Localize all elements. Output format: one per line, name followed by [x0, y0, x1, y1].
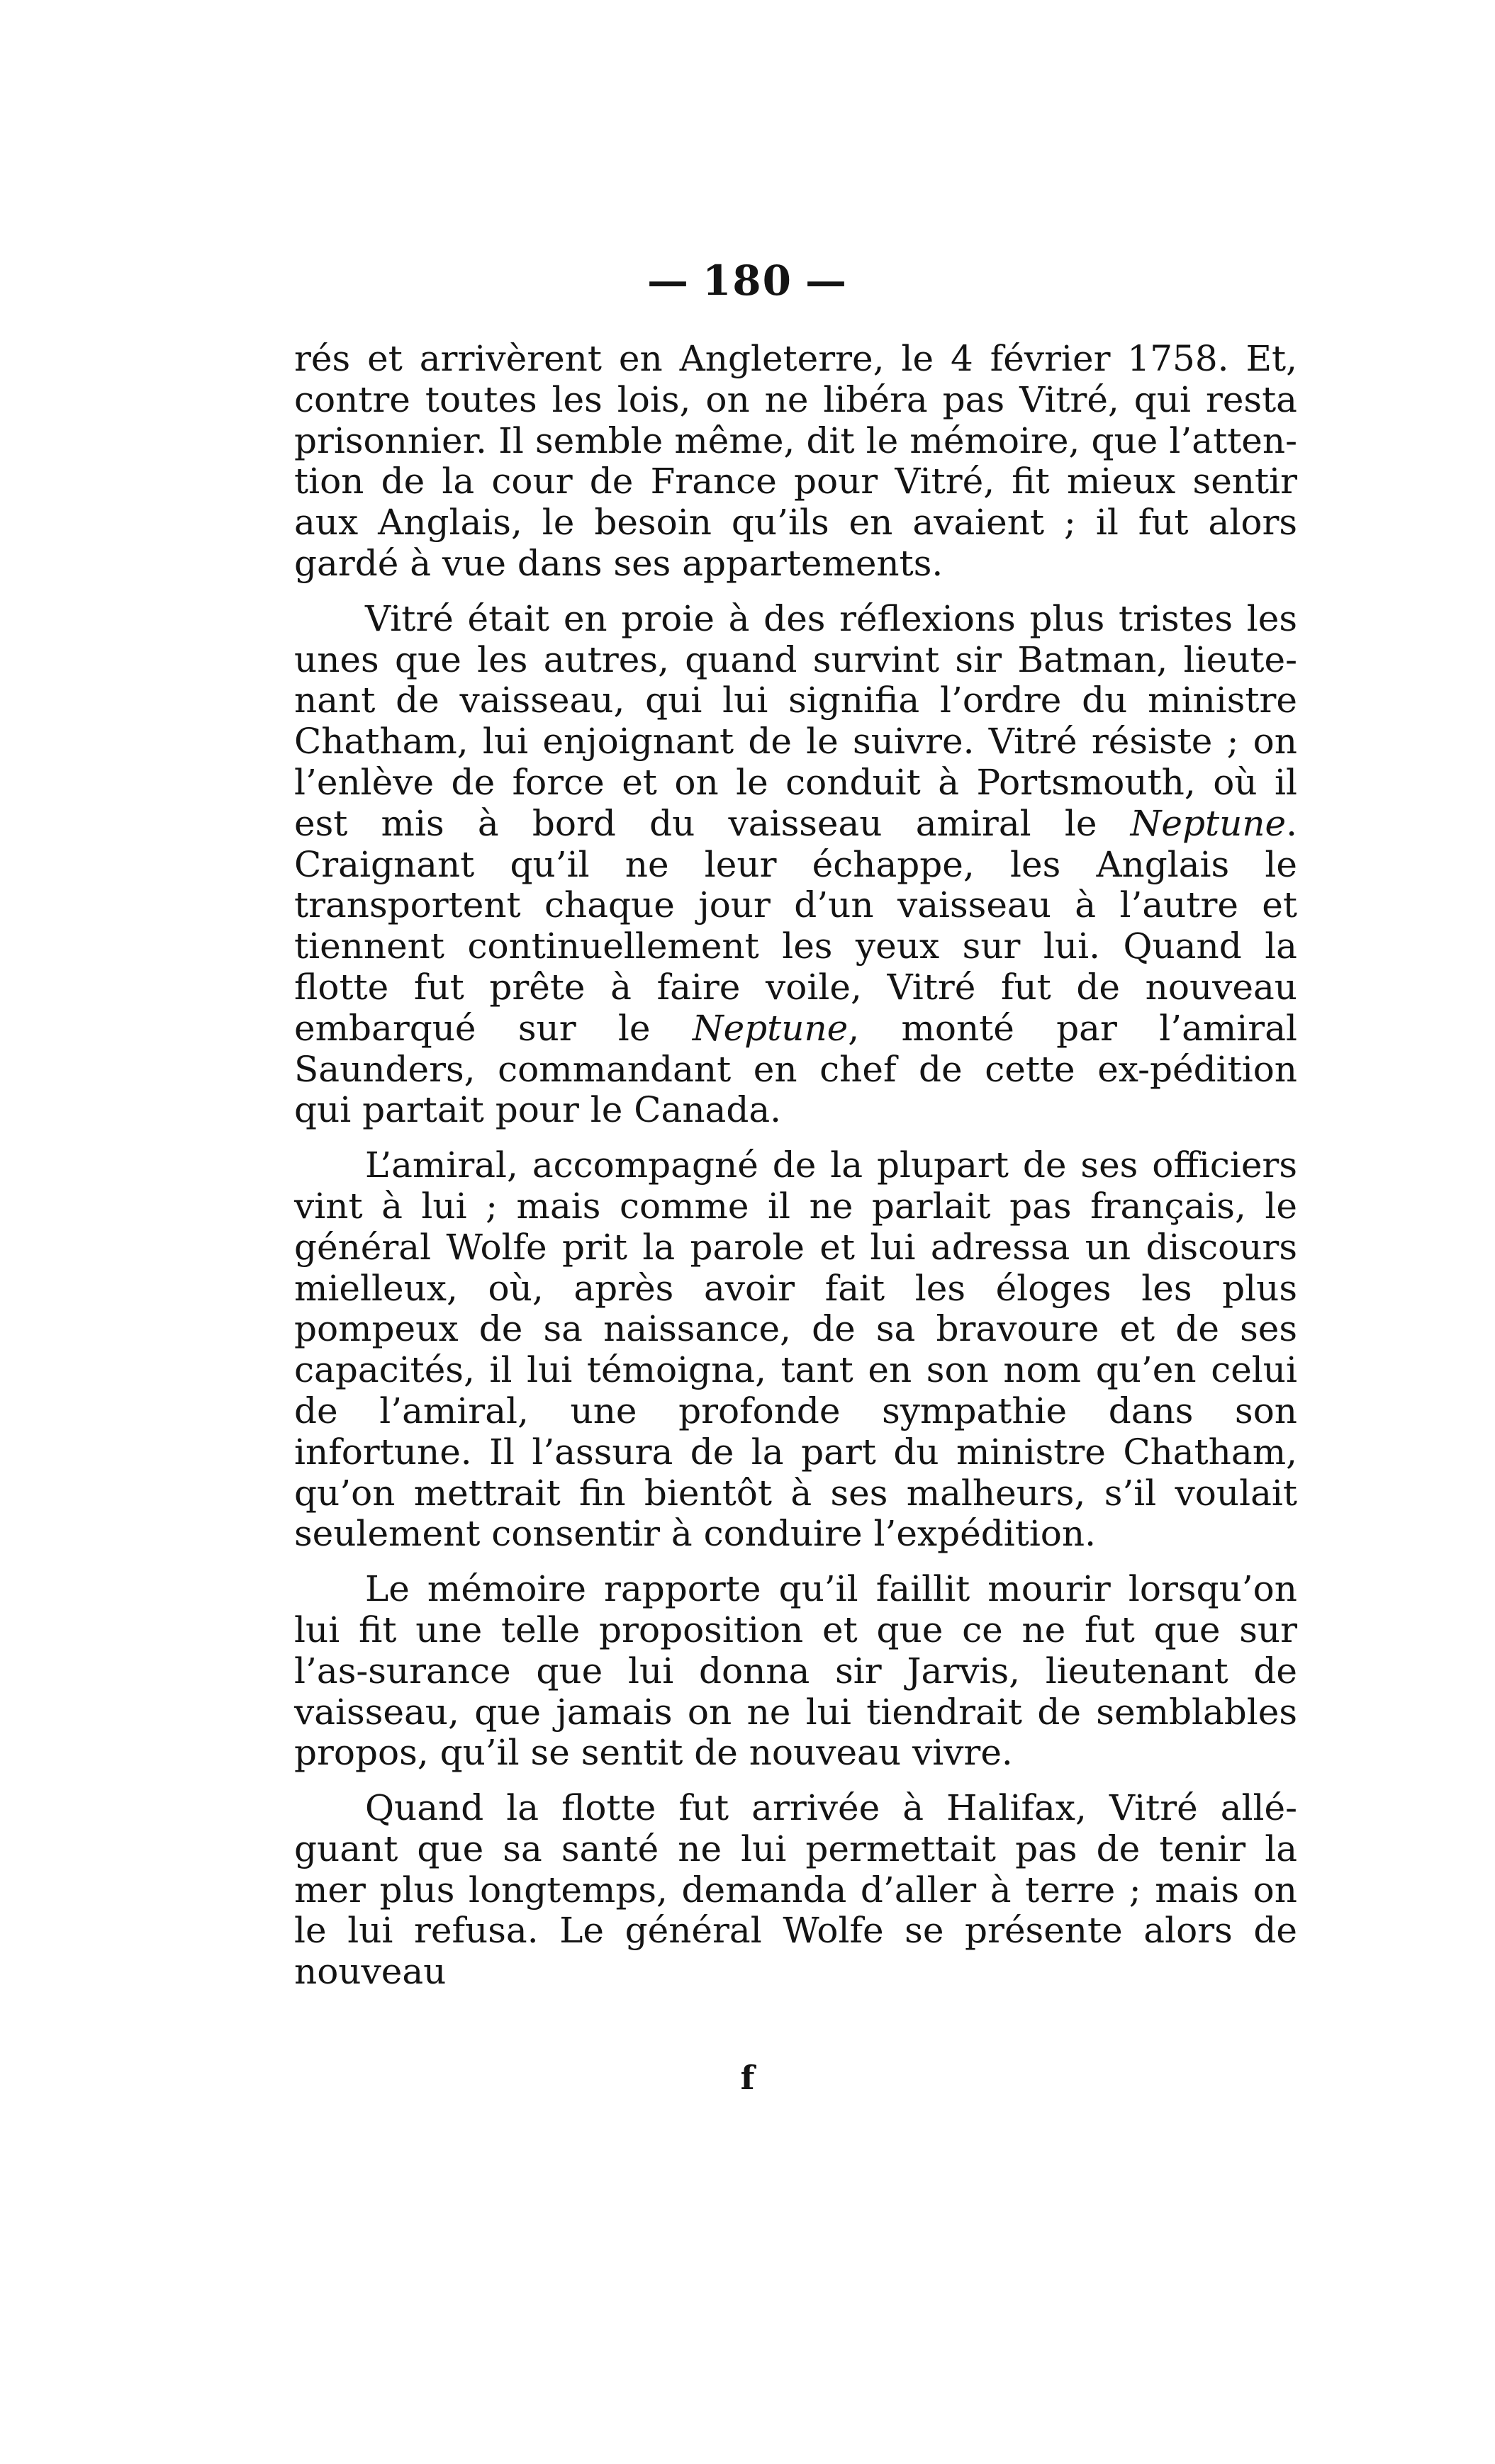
paragraph-text: Quand la flotte fut arrivée à Halifax, Vitré allé-guant que sa santé ne lui permettait pas de tenir la mer plus longtemps, demanda d’aller à terre ; mais on le lui refusa. Le général Wolfe se présente alors de nouveau — [294, 1787, 1297, 1993]
paragraph-4 — [294, 1569, 1297, 1774]
paragraph-text: rés et arrivèrent en Angleterre, le 4 février 1758. Et, contre toutes les lois, on ne libéra pas Vitré, qui resta prisonnier. Il semble même, dit le mémoire, que l’atten-tion de la cour de France pour Vitré, fit mieux sentir aux Anglais, le besoin qu’ils en avaient ; il fut alors gardé à vue dans ses appartements. — [294, 338, 1297, 584]
paragraph-2 — [294, 599, 1297, 1131]
body-text — [294, 339, 1297, 1993]
paragraph-text: , monté par l’amiral Saunders, commandant en chef de cette ex-pédition qui partait pour le Canada. — [294, 1007, 1297, 1131]
header-dash-right: — — [805, 257, 849, 305]
header-dash-left: — — [646, 257, 690, 305]
ship-name-italic: Neptune — [692, 1007, 849, 1049]
paragraph-text: . Craignant qu’il ne leur échappe, les Anglais le transportent chaque jour d’un vaisseau à l’autre et tiennent continuellement les yeux sur lui. Quand la flotte fut prête à faire voile, Vitré fut de nouveau embarqué sur le — [294, 802, 1297, 1049]
paragraph-text: L’amiral, accompagné de la plupart de ses officiers vint à lui ; mais comme il ne parlait pas français, le général Wolfe prit la parole et lui adressa un discours mielleux, où, après avoir fait les éloges les plus pompeux de sa naissance, de sa bravoure et de ses capacités, il lui témoigna, tant en son nom qu’en celui de l’amiral, une profonde sympathie dans son infortune. Il l’assura de la part du ministre Chatham, qu’on mettrait fin bientôt à ses malheurs, s’il voulait seulement consentir à conduire l’expédition. — [294, 1144, 1297, 1555]
paragraph-5 — [294, 1788, 1297, 1993]
paragraph-text: Le mémoire rapporte qu’il faillit mourir lorsqu’on lui fit une telle proposition et que ce ne fut que sur l’as-surance que lui donna sir Jarvis, lieutenant de vaisseau, que jamais on ne lui tiendrait de semblables propos, qu’il se sentit de nouveau vivre. — [294, 1568, 1297, 1774]
paragraph-1 — [294, 339, 1297, 585]
ship-name-italic: Neptune — [1130, 802, 1287, 844]
page-number-header — [0, 257, 1495, 305]
footer-mark: f — [740, 2059, 755, 2097]
page-number: 180 — [702, 257, 793, 305]
paragraph-text: Vitré était en proie à des réflexions plus tristes les unes que les autres, quand survint sir Batman, lieute-nant de vaisseau, qui lui signifia l’ordre du ministre Chatham, lui enjoignant de le suivre. Vitré résiste ; on l’enlève de force et on le conduit à Portsmouth, où il est mis à bord du vaisseau amiral le — [294, 597, 1297, 844]
paragraph-3 — [294, 1145, 1297, 1555]
